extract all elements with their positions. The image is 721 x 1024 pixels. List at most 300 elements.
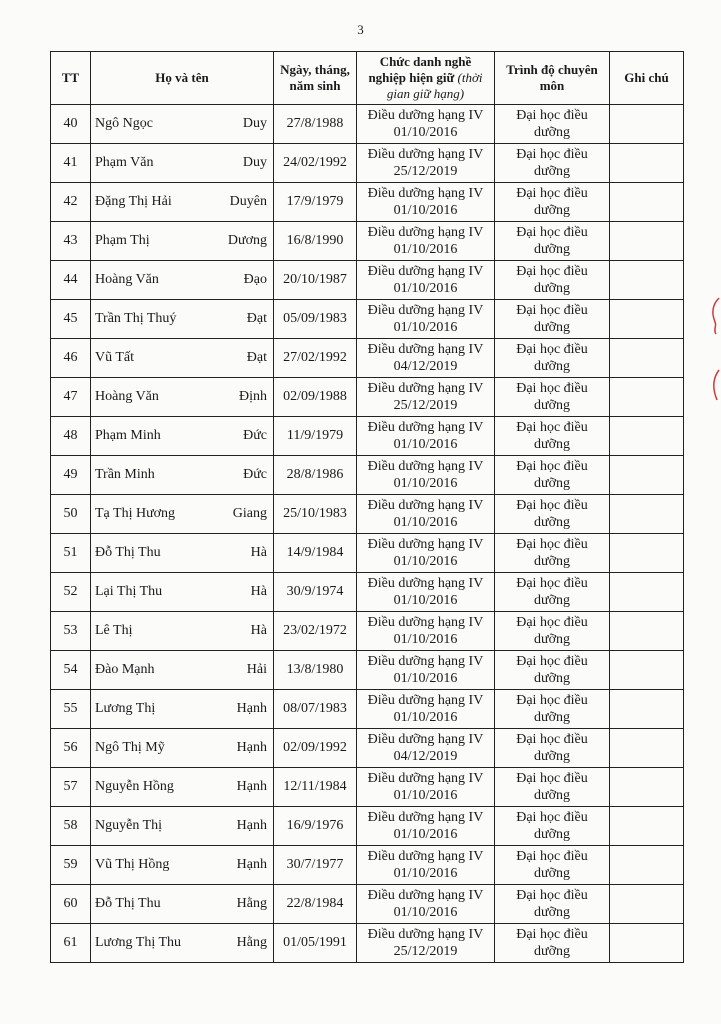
cell-rank-title: Điều dưỡng hạng IV bbox=[367, 225, 484, 240]
table-row bbox=[51, 261, 684, 300]
cell-note bbox=[610, 924, 684, 963]
cell-given-name: Hạnh bbox=[236, 701, 267, 716]
cell-rank bbox=[357, 144, 495, 183]
cell-given-name: Hải bbox=[246, 662, 267, 677]
cell-edu-line2: dưỡng bbox=[534, 437, 570, 452]
cell-given-name: Hà bbox=[250, 584, 267, 599]
cell-dob: 27/8/1988 bbox=[274, 105, 357, 144]
cell-edu-line2: dưỡng bbox=[534, 632, 570, 647]
cell-edu-line2: dưỡng bbox=[534, 281, 570, 296]
cell-surname: Đỗ Thị Thu bbox=[95, 896, 161, 911]
cell-education bbox=[495, 417, 610, 456]
cell-surname: Đặng Thị Hải bbox=[95, 194, 172, 209]
table-row bbox=[51, 768, 684, 807]
cell-education bbox=[495, 300, 610, 339]
cell-given-name: Duy bbox=[242, 155, 267, 170]
cell-edu-line2: dưỡng bbox=[534, 749, 570, 764]
cell-edu-line1: Đại học điều bbox=[516, 537, 588, 552]
cell-name bbox=[91, 378, 274, 417]
cell-education bbox=[495, 105, 610, 144]
cell-dob: 13/8/1980 bbox=[274, 651, 357, 690]
cell-note bbox=[610, 300, 684, 339]
cell-surname: Vũ Thị Hồng bbox=[95, 857, 170, 872]
cell-edu-line1: Đại học điều bbox=[516, 576, 588, 591]
cell-rank bbox=[357, 495, 495, 534]
cell-surname: Phạm Minh bbox=[95, 428, 161, 443]
cell-given-name: Dương bbox=[227, 233, 267, 248]
table-row bbox=[51, 378, 684, 417]
cell-rank-date: 01/10/2016 bbox=[393, 281, 458, 296]
table-row bbox=[51, 339, 684, 378]
cell-rank bbox=[357, 729, 495, 768]
header-edu-line1: Trình độ chuyên bbox=[506, 62, 598, 77]
cell-note bbox=[610, 417, 684, 456]
cell-given-name: Duy bbox=[242, 116, 267, 131]
cell-edu-line1: Đại học điều bbox=[516, 264, 588, 279]
cell-dob: 16/8/1990 bbox=[274, 222, 357, 261]
cell-rank bbox=[357, 573, 495, 612]
cell-rank-title: Điều dưỡng hạng IV bbox=[367, 108, 484, 123]
table-row bbox=[51, 573, 684, 612]
cell-given-name: Hà bbox=[250, 545, 267, 560]
cell-education bbox=[495, 768, 610, 807]
cell-rank-date: 01/10/2016 bbox=[393, 905, 458, 920]
cell-edu-line1: Đại học điều bbox=[516, 927, 588, 942]
cell-surname: Vũ Tất bbox=[95, 350, 135, 365]
cell-name bbox=[91, 612, 274, 651]
cell-rank bbox=[357, 768, 495, 807]
cell-education bbox=[495, 612, 610, 651]
cell-note bbox=[610, 456, 684, 495]
cell-given-name: Giang bbox=[232, 506, 267, 521]
cell-edu-line2: dưỡng bbox=[534, 866, 570, 881]
cell-rank bbox=[357, 690, 495, 729]
cell-edu-line2: dưỡng bbox=[534, 398, 570, 413]
cell-dob: 16/9/1976 bbox=[274, 807, 357, 846]
table-row bbox=[51, 729, 684, 768]
cell-edu-line2: dưỡng bbox=[534, 515, 570, 530]
cell-rank-title: Điều dưỡng hạng IV bbox=[367, 420, 484, 435]
cell-name bbox=[91, 261, 274, 300]
cell-dob: 01/05/1991 bbox=[274, 924, 357, 963]
cell-name bbox=[91, 807, 274, 846]
cell-given-name: Định bbox=[239, 389, 267, 404]
cell-edu-line2: dưỡng bbox=[534, 554, 570, 569]
cell-rank-date: 01/10/2016 bbox=[393, 788, 458, 803]
header-rank-italic: (thời bbox=[457, 70, 483, 85]
table-row bbox=[51, 924, 684, 963]
cell-rank bbox=[357, 534, 495, 573]
cell-edu-line2: dưỡng bbox=[534, 164, 570, 179]
cell-rank-title: Điều dưỡng hạng IV bbox=[367, 459, 484, 474]
cell-edu-line1: Đại học điều bbox=[516, 888, 588, 903]
cell-edu-line1: Đại học điều bbox=[516, 771, 588, 786]
cell-note bbox=[610, 807, 684, 846]
cell-note bbox=[610, 222, 684, 261]
cell-rank bbox=[357, 183, 495, 222]
cell-rank-date: 01/10/2016 bbox=[393, 320, 458, 335]
cell-tt: 46 bbox=[51, 339, 91, 378]
cell-tt: 60 bbox=[51, 885, 91, 924]
header-rank bbox=[357, 52, 495, 105]
cell-surname: Ngô Ngọc bbox=[95, 116, 153, 131]
cell-name bbox=[91, 846, 274, 885]
cell-given-name: Duyên bbox=[229, 194, 267, 209]
cell-education bbox=[495, 885, 610, 924]
cell-edu-line2: dưỡng bbox=[534, 320, 570, 335]
cell-rank-title: Điều dưỡng hạng IV bbox=[367, 381, 484, 396]
cell-given-name: Hạnh bbox=[236, 818, 267, 833]
cell-education bbox=[495, 378, 610, 417]
cell-name bbox=[91, 495, 274, 534]
cell-rank bbox=[357, 807, 495, 846]
cell-rank-date: 01/10/2016 bbox=[393, 671, 458, 686]
cell-tt: 42 bbox=[51, 183, 91, 222]
header-dob bbox=[274, 52, 357, 105]
cell-rank-title: Điều dưỡng hạng IV bbox=[367, 927, 484, 942]
cell-given-name: Đạo bbox=[243, 272, 267, 287]
cell-tt: 44 bbox=[51, 261, 91, 300]
cell-surname: Phạm Thị bbox=[95, 233, 150, 248]
table-row bbox=[51, 651, 684, 690]
cell-surname: Hoàng Văn bbox=[95, 272, 159, 287]
cell-tt: 56 bbox=[51, 729, 91, 768]
cell-edu-line2: dưỡng bbox=[534, 242, 570, 257]
cell-surname: Nguyễn Hồng bbox=[95, 779, 174, 794]
table-row bbox=[51, 846, 684, 885]
cell-rank-title: Điều dưỡng hạng IV bbox=[367, 654, 484, 669]
cell-rank-title: Điều dưỡng hạng IV bbox=[367, 732, 484, 747]
cell-dob: 25/10/1983 bbox=[274, 495, 357, 534]
cell-tt: 49 bbox=[51, 456, 91, 495]
header-name: Họ và tên bbox=[91, 52, 274, 105]
cell-tt: 53 bbox=[51, 612, 91, 651]
cell-edu-line2: dưỡng bbox=[534, 125, 570, 140]
cell-rank-date: 01/10/2016 bbox=[393, 242, 458, 257]
cell-rank-date: 01/10/2016 bbox=[393, 515, 458, 530]
cell-note bbox=[610, 261, 684, 300]
cell-rank-date: 01/10/2016 bbox=[393, 866, 458, 881]
cell-rank bbox=[357, 222, 495, 261]
cell-tt: 45 bbox=[51, 300, 91, 339]
cell-rank-date: 01/10/2016 bbox=[393, 632, 458, 647]
cell-edu-line2: dưỡng bbox=[534, 359, 570, 374]
cell-rank-title: Điều dưỡng hạng IV bbox=[367, 693, 484, 708]
table-row bbox=[51, 144, 684, 183]
cell-education bbox=[495, 261, 610, 300]
cell-education bbox=[495, 534, 610, 573]
cell-education bbox=[495, 456, 610, 495]
cell-dob: 28/8/1986 bbox=[274, 456, 357, 495]
header-edu bbox=[495, 52, 610, 105]
cell-rank-date: 04/12/2019 bbox=[393, 359, 458, 374]
cell-edu-line1: Đại học điều bbox=[516, 654, 588, 669]
cell-tt: 43 bbox=[51, 222, 91, 261]
cell-education bbox=[495, 495, 610, 534]
cell-given-name: Hằng bbox=[236, 896, 267, 911]
cell-surname: Đỗ Thị Thu bbox=[95, 545, 161, 560]
cell-note bbox=[610, 690, 684, 729]
cell-edu-line1: Đại học điều bbox=[516, 303, 588, 318]
cell-edu-line1: Đại học điều bbox=[516, 147, 588, 162]
cell-note bbox=[610, 729, 684, 768]
cell-tt: 40 bbox=[51, 105, 91, 144]
cell-surname: Nguyễn Thị bbox=[95, 818, 163, 833]
cell-note bbox=[610, 183, 684, 222]
cell-rank bbox=[357, 300, 495, 339]
cell-note bbox=[610, 339, 684, 378]
cell-note bbox=[610, 534, 684, 573]
cell-rank-title: Điều dưỡng hạng IV bbox=[367, 576, 484, 591]
cell-rank bbox=[357, 612, 495, 651]
cell-rank-title: Điều dưỡng hạng IV bbox=[367, 303, 484, 318]
cell-education bbox=[495, 222, 610, 261]
cell-tt: 41 bbox=[51, 144, 91, 183]
cell-rank bbox=[357, 378, 495, 417]
cell-dob: 27/02/1992 bbox=[274, 339, 357, 378]
cell-tt: 52 bbox=[51, 573, 91, 612]
cell-edu-line1: Đại học điều bbox=[516, 693, 588, 708]
cell-dob: 20/10/1987 bbox=[274, 261, 357, 300]
cell-name bbox=[91, 651, 274, 690]
cell-edu-line1: Đại học điều bbox=[516, 810, 588, 825]
cell-note bbox=[610, 495, 684, 534]
cell-name bbox=[91, 924, 274, 963]
cell-rank-title: Điều dưỡng hạng IV bbox=[367, 147, 484, 162]
cell-rank bbox=[357, 456, 495, 495]
cell-tt: 51 bbox=[51, 534, 91, 573]
cell-surname: Trần Minh bbox=[95, 467, 155, 482]
cell-rank-title: Điều dưỡng hạng IV bbox=[367, 264, 484, 279]
cell-rank-date: 04/12/2019 bbox=[393, 749, 458, 764]
cell-note bbox=[610, 612, 684, 651]
cell-tt: 48 bbox=[51, 417, 91, 456]
table-row bbox=[51, 456, 684, 495]
table-row bbox=[51, 417, 684, 456]
cell-tt: 57 bbox=[51, 768, 91, 807]
cell-edu-line1: Đại học điều bbox=[516, 732, 588, 747]
cell-rank-date: 01/10/2016 bbox=[393, 437, 458, 452]
cell-given-name: Đức bbox=[243, 428, 267, 443]
cell-edu-line1: Đại học điều bbox=[516, 186, 588, 201]
cell-edu-line1: Đại học điều bbox=[516, 498, 588, 513]
cell-given-name: Hà bbox=[250, 623, 267, 638]
cell-education bbox=[495, 807, 610, 846]
cell-edu-line1: Đại học điều bbox=[516, 420, 588, 435]
cell-name bbox=[91, 222, 274, 261]
cell-tt: 59 bbox=[51, 846, 91, 885]
cell-education bbox=[495, 651, 610, 690]
cell-dob: 11/9/1979 bbox=[274, 417, 357, 456]
cell-name bbox=[91, 456, 274, 495]
cell-name bbox=[91, 183, 274, 222]
cell-surname: Lương Thị bbox=[95, 701, 156, 716]
cell-edu-line1: Đại học điều bbox=[516, 459, 588, 474]
cell-name bbox=[91, 417, 274, 456]
cell-rank-date: 25/12/2019 bbox=[393, 164, 458, 179]
table-row bbox=[51, 807, 684, 846]
cell-name bbox=[91, 729, 274, 768]
cell-given-name: Đạt bbox=[246, 350, 267, 365]
cell-dob: 22/8/1984 bbox=[274, 885, 357, 924]
cell-note bbox=[610, 105, 684, 144]
cell-name bbox=[91, 534, 274, 573]
cell-edu-line2: dưỡng bbox=[534, 944, 570, 959]
header-edu-line2: môn bbox=[539, 78, 565, 93]
cell-rank-title: Điều dưỡng hạng IV bbox=[367, 537, 484, 552]
cell-edu-line1: Đại học điều bbox=[516, 342, 588, 357]
cell-rank-date: 01/10/2016 bbox=[393, 710, 458, 725]
cell-name bbox=[91, 885, 274, 924]
table-row bbox=[51, 534, 684, 573]
cell-edu-line1: Đại học điều bbox=[516, 381, 588, 396]
cell-dob: 05/09/1983 bbox=[274, 300, 357, 339]
cell-name bbox=[91, 339, 274, 378]
cell-dob: 17/9/1979 bbox=[274, 183, 357, 222]
cell-rank-title: Điều dưỡng hạng IV bbox=[367, 771, 484, 786]
cell-rank bbox=[357, 885, 495, 924]
cell-education bbox=[495, 729, 610, 768]
cell-dob: 08/07/1983 bbox=[274, 690, 357, 729]
cell-education bbox=[495, 573, 610, 612]
cell-surname: Tạ Thị Hương bbox=[95, 506, 176, 521]
cell-rank-title: Điều dưỡng hạng IV bbox=[367, 186, 484, 201]
cell-dob: 02/09/1992 bbox=[274, 729, 357, 768]
table-row bbox=[51, 885, 684, 924]
cell-dob: 24/02/1992 bbox=[274, 144, 357, 183]
cell-tt: 54 bbox=[51, 651, 91, 690]
cell-dob: 23/02/1972 bbox=[274, 612, 357, 651]
cell-education bbox=[495, 144, 610, 183]
cell-edu-line2: dưỡng bbox=[534, 827, 570, 842]
header-rank-line2: nghiệp hiện giữ bbox=[368, 70, 455, 85]
cell-name bbox=[91, 300, 274, 339]
cell-edu-line1: Đại học điều bbox=[516, 108, 588, 123]
cell-tt: 50 bbox=[51, 495, 91, 534]
table-row bbox=[51, 183, 684, 222]
header-dob-line1: Ngày, tháng, bbox=[280, 62, 350, 77]
cell-rank-date: 01/10/2016 bbox=[393, 125, 458, 140]
cell-edu-line2: dưỡng bbox=[534, 905, 570, 920]
cell-tt: 58 bbox=[51, 807, 91, 846]
header-rank-line3: gian giữ hạng) bbox=[386, 86, 465, 101]
header-note: Ghi chú bbox=[610, 52, 684, 105]
cell-education bbox=[495, 924, 610, 963]
cell-rank-date: 25/12/2019 bbox=[393, 944, 458, 959]
table-row bbox=[51, 300, 684, 339]
cell-name bbox=[91, 768, 274, 807]
header-dob-line2: năm sinh bbox=[289, 78, 341, 93]
cell-rank-title: Điều dưỡng hạng IV bbox=[367, 888, 484, 903]
cell-note bbox=[610, 378, 684, 417]
cell-edu-line2: dưỡng bbox=[534, 476, 570, 491]
cell-surname: Trần Thị Thuý bbox=[95, 311, 177, 326]
cell-given-name: Hạnh bbox=[236, 740, 267, 755]
cell-rank-title: Điều dưỡng hạng IV bbox=[367, 615, 484, 630]
table-header-row bbox=[51, 52, 684, 105]
cell-name bbox=[91, 573, 274, 612]
cell-note bbox=[610, 885, 684, 924]
cell-education bbox=[495, 846, 610, 885]
cell-surname: Lê Thị bbox=[95, 623, 133, 638]
cell-rank bbox=[357, 261, 495, 300]
header-rank-line1: Chức danh nghề bbox=[379, 54, 472, 69]
cell-rank bbox=[357, 846, 495, 885]
cell-note bbox=[610, 573, 684, 612]
cell-education bbox=[495, 183, 610, 222]
cell-note bbox=[610, 144, 684, 183]
cell-education bbox=[495, 690, 610, 729]
cell-dob: 12/11/1984 bbox=[274, 768, 357, 807]
cell-dob: 30/9/1974 bbox=[274, 573, 357, 612]
table-row bbox=[51, 495, 684, 534]
staff-table-container bbox=[50, 51, 683, 963]
cell-edu-line1: Đại học điều bbox=[516, 615, 588, 630]
table-body bbox=[51, 105, 684, 963]
table-row bbox=[51, 690, 684, 729]
cell-rank-date: 01/10/2016 bbox=[393, 476, 458, 491]
page-number: 3 bbox=[357, 22, 364, 37]
cell-edu-line2: dưỡng bbox=[534, 710, 570, 725]
cell-tt: 55 bbox=[51, 690, 91, 729]
cell-rank-date: 01/10/2016 bbox=[393, 203, 458, 218]
cell-surname: Lương Thị Thu bbox=[95, 935, 182, 950]
cell-name bbox=[91, 690, 274, 729]
cell-note bbox=[610, 768, 684, 807]
cell-edu-line2: dưỡng bbox=[534, 671, 570, 686]
cell-given-name: Hạnh bbox=[236, 857, 267, 872]
staff-table bbox=[50, 51, 684, 963]
cell-dob: 02/09/1988 bbox=[274, 378, 357, 417]
cell-given-name: Đạt bbox=[246, 311, 267, 326]
cell-surname: Đào Mạnh bbox=[95, 662, 155, 677]
cell-edu-line2: dưỡng bbox=[534, 788, 570, 803]
cell-rank bbox=[357, 651, 495, 690]
cell-rank-title: Điều dưỡng hạng IV bbox=[367, 498, 484, 513]
cell-surname: Lại Thị Thu bbox=[95, 584, 163, 599]
red-stamp-edge bbox=[707, 296, 721, 408]
table-row bbox=[51, 612, 684, 651]
cell-rank-date: 01/10/2016 bbox=[393, 827, 458, 842]
cell-edu-line1: Đại học điều bbox=[516, 849, 588, 864]
cell-dob: 14/9/1984 bbox=[274, 534, 357, 573]
cell-rank-date: 01/10/2016 bbox=[393, 554, 458, 569]
cell-surname: Hoàng Văn bbox=[95, 389, 159, 404]
cell-edu-line2: dưỡng bbox=[534, 593, 570, 608]
cell-given-name: Hạnh bbox=[236, 779, 267, 794]
cell-surname: Phạm Văn bbox=[95, 155, 154, 170]
cell-note bbox=[610, 651, 684, 690]
cell-tt: 61 bbox=[51, 924, 91, 963]
cell-given-name: Hằng bbox=[236, 935, 267, 950]
table-row bbox=[51, 222, 684, 261]
cell-education bbox=[495, 339, 610, 378]
cell-rank-title: Điều dưỡng hạng IV bbox=[367, 342, 484, 357]
cell-edu-line1: Đại học điều bbox=[516, 225, 588, 240]
cell-rank bbox=[357, 339, 495, 378]
cell-given-name: Đức bbox=[243, 467, 267, 482]
cell-name bbox=[91, 144, 274, 183]
cell-rank bbox=[357, 105, 495, 144]
cell-rank bbox=[357, 417, 495, 456]
cell-edu-line2: dưỡng bbox=[534, 203, 570, 218]
header-tt: TT bbox=[51, 52, 91, 105]
cell-rank-date: 01/10/2016 bbox=[393, 593, 458, 608]
cell-note bbox=[610, 846, 684, 885]
cell-rank-title: Điều dưỡng hạng IV bbox=[367, 849, 484, 864]
table-row bbox=[51, 105, 684, 144]
cell-name bbox=[91, 105, 274, 144]
